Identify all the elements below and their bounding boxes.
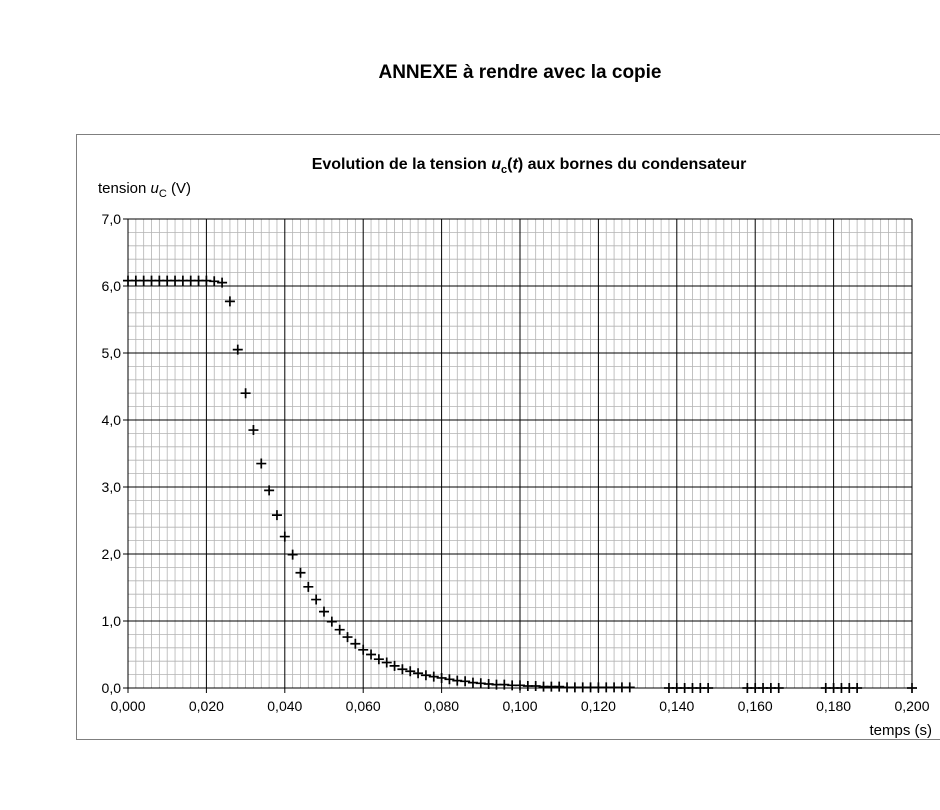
chart-title [312, 156, 747, 176]
y-axis-label-part: u [150, 180, 159, 197]
x-tick-label: 0,140 [659, 698, 695, 714]
data-point [413, 668, 423, 678]
x-tick-label: 0,160 [737, 698, 773, 714]
x-tick-label: 0,080 [424, 698, 460, 714]
data-point [311, 595, 321, 605]
y-tick-label: 7,0 [101, 211, 121, 227]
chart-title-part: c [501, 164, 508, 176]
x-tick-label: 0,040 [267, 698, 303, 714]
chart-title-part: ( [507, 156, 513, 173]
y-axis-label [98, 180, 191, 200]
data-point [429, 672, 439, 682]
data-point [280, 532, 290, 542]
chart-title-part: ) [517, 156, 524, 173]
data-point [774, 683, 784, 693]
chart-title-part: t [512, 156, 518, 173]
chart-title-part: u [491, 156, 502, 173]
grid-major [123, 219, 912, 693]
data-point [303, 582, 313, 592]
y-tick-label: 4,0 [101, 412, 121, 428]
chart-frame [76, 134, 940, 740]
chart-title-part: aux bornes du condensateur [523, 156, 747, 173]
data-point [625, 682, 635, 692]
y-tick-label: 6,0 [101, 278, 121, 294]
x-tick-label: 0,120 [580, 698, 616, 714]
data-point [288, 550, 298, 560]
y-tick-label: 3,0 [101, 479, 121, 495]
y-tick-label: 1,0 [101, 613, 121, 629]
chart-svg [77, 135, 940, 741]
data-point [295, 568, 305, 578]
data-point [460, 676, 470, 686]
x-tick-label: 0,180 [816, 698, 852, 714]
data-point [319, 607, 329, 617]
x-tick-labels [110, 698, 929, 714]
data-point [852, 683, 862, 693]
data-point [358, 645, 368, 655]
data-point [421, 670, 431, 680]
y-tick-label: 0,0 [101, 680, 121, 696]
data-point [327, 617, 337, 627]
data-point [444, 674, 454, 684]
x-tick-label: 0,200 [894, 698, 930, 714]
x-tick-label: 0,060 [345, 698, 381, 714]
data-point [241, 388, 251, 398]
y-tick-labels [102, 211, 122, 696]
data-point [272, 510, 282, 520]
data-point [343, 632, 353, 642]
y-tick-label: 2,0 [101, 546, 121, 562]
y-axis-label-part: C [158, 188, 167, 200]
data-point [350, 639, 360, 649]
data-point [225, 296, 235, 306]
page-heading: ANNEXE à rendre avec la copie [378, 62, 662, 83]
y-axis-label-part: (V) [166, 180, 192, 197]
x-tick-label: 0,020 [188, 698, 224, 714]
x-axis-label: temps (s) [869, 722, 932, 739]
chart-title-part: Evolution de la tension [311, 156, 492, 173]
data-point [703, 683, 713, 693]
data-point [335, 625, 345, 635]
data-point [366, 650, 376, 660]
data-point [209, 276, 219, 286]
x-tick-label: 0,000 [110, 698, 146, 714]
y-tick-label: 5,0 [101, 345, 121, 361]
y-axis-label-part: tension [98, 180, 151, 197]
x-tick-label: 0,100 [502, 698, 538, 714]
data-point [907, 683, 917, 693]
